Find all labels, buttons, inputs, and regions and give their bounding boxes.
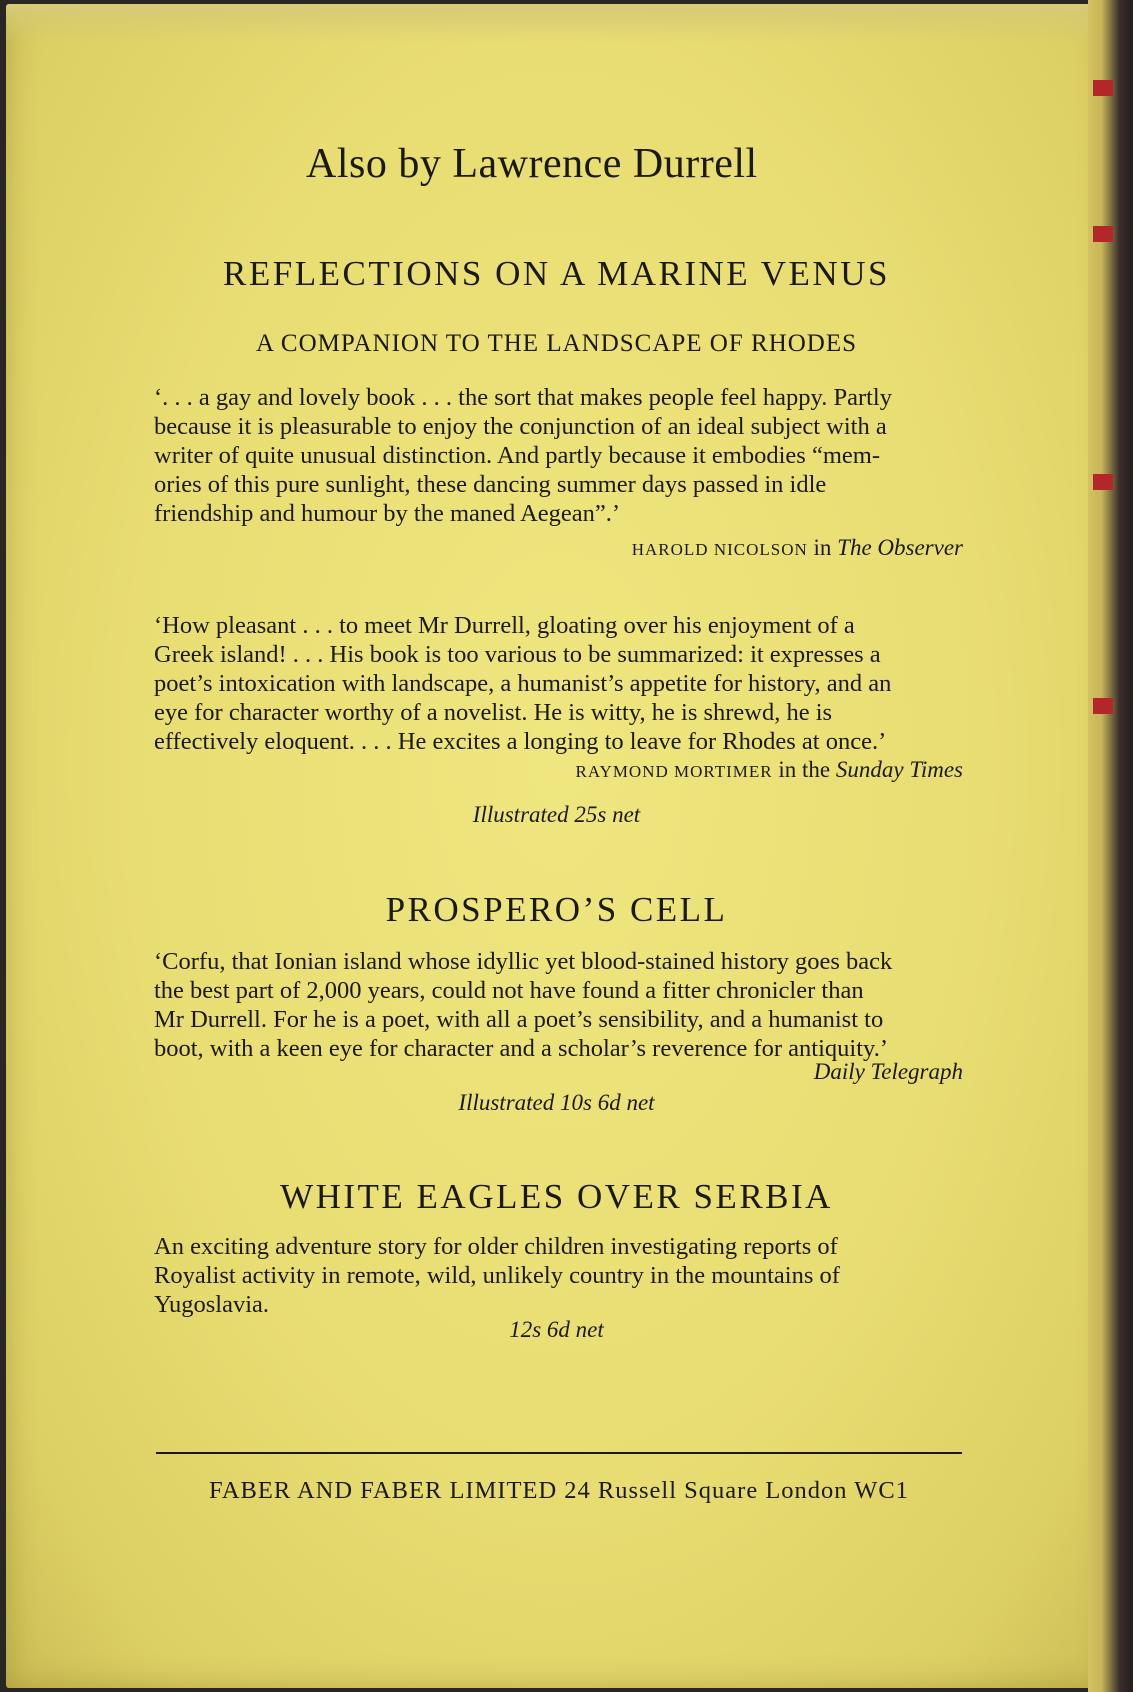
quote-line: boot, with a keen eye for character and a scholar’s reverence for antiquity.’	[154, 1035, 888, 1062]
quote-line: writer of quite unusual distinction. And partly because it embodies “mem-	[154, 442, 880, 469]
quote-line: ‘How pleasant . . . to meet Mr Durrell, gloating over his enjoyment of a	[154, 612, 855, 639]
quote-line: effectively eloquent. . . . He excites a longing to leave for Rhodes at once.’	[154, 728, 887, 755]
quote-line: poet’s intoxication with landscape, a humanist’s appetite for history, and an	[154, 670, 892, 697]
reviewer-name: HAROLD NICOLSON	[631, 540, 808, 559]
book-price: Illustrated 25s net	[472, 802, 641, 827]
review-attribution	[632, 535, 963, 561]
review-quote	[154, 947, 964, 1063]
footer-rule	[156, 1452, 962, 1454]
quote-line: eye for character worthy of a novelist. He is witty, he is shrewd, he is	[154, 699, 833, 726]
publication-name: The Observer	[837, 535, 963, 560]
book-title: PROSPERO’S CELL	[385, 890, 728, 929]
book-subtitle: A COMPANION TO THE LANDSCAPE OF RHODES	[255, 330, 858, 357]
quote-line: ‘Corfu, that Ionian island whose idyllic yet blood-stained history goes back	[154, 948, 893, 975]
attribution-connector: in	[807, 535, 838, 560]
quote-line: friendship and humour by the maned Aegean”.’	[154, 500, 621, 527]
review-attribution	[814, 1059, 963, 1085]
book-description	[154, 1232, 964, 1319]
book-price: 12s 6d net	[509, 1317, 604, 1342]
quote-line: ‘. . . a gay and lovely book . . . the sort that makes people feel happy. Partly	[154, 384, 892, 411]
review-attribution	[575, 757, 963, 783]
publisher-footer: FABER AND FABER LIMITED 24 Russell Square London WC1	[209, 1477, 909, 1504]
attribution-connector: in the	[772, 757, 836, 782]
publication-name: Sunday Times	[835, 757, 963, 782]
book-title: REFLECTIONS ON A MARINE VENUS	[223, 254, 890, 293]
description-line: An exciting adventure story for older children investigating reports of	[154, 1233, 838, 1260]
book-price: Illustrated 10s 6d net	[458, 1090, 655, 1115]
review-quote	[154, 383, 964, 528]
quote-line: Mr Durrell. For he is a poet, with all a poet’s sensibility, and a humanist to	[154, 1006, 884, 1033]
reviewer-name: RAYMOND MORTIMER	[575, 762, 773, 781]
review-quote	[154, 611, 964, 756]
book-title: WHITE EAGLES OVER SERBIA	[280, 1177, 833, 1216]
quote-line: the best part of 2,000 years, could not have found a fitter chronicler than	[154, 977, 864, 1004]
description-line: Yugoslavia.	[154, 1291, 269, 1318]
publication-name: Daily Telegraph	[813, 1059, 963, 1084]
quote-line: Greek island! . . . His book is too various to be summarized: it expresses a	[154, 641, 881, 668]
quote-line: ories of this pure sunlight, these dancing summer days passed in idle	[154, 471, 827, 498]
quote-line: because it is pleasurable to enjoy the conjunction of an ideal subject with a	[154, 413, 887, 440]
page-heading: Also by Lawrence Durrell	[306, 141, 758, 187]
description-line: Royalist activity in remote, wild, unlikely country in the mountains of	[154, 1262, 840, 1289]
